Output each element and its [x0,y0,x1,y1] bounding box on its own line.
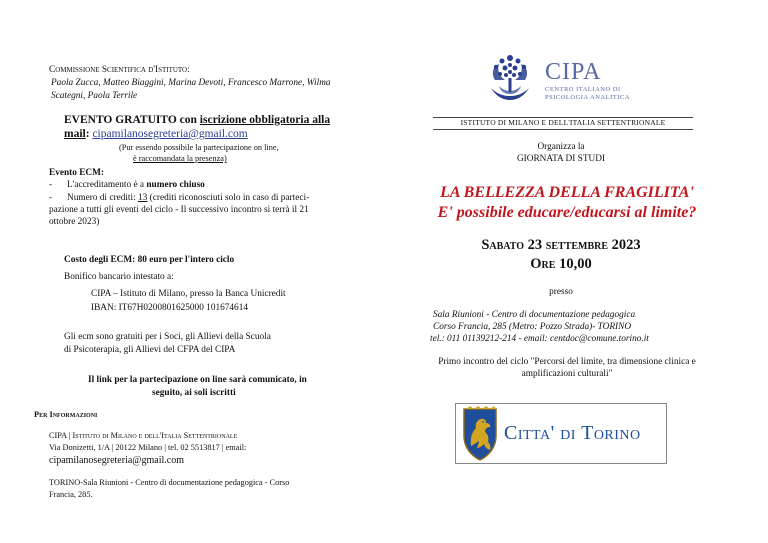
cipa-logo-acronym: CIPA [545,59,602,85]
event-free-text: EVENTO GRATUITO con [64,114,200,126]
ecm-bullet1 [67,179,205,192]
ecm-bullet2-line3: ottobre 2023) [49,217,100,227]
venue-contact-line: tel.: 011 01139212-214 - email: centdoc@comune.torino.it [430,334,649,344]
free-ecm-line2: di Psicoterapia, gli Allievi del CFPA del CIPA [64,345,236,355]
online-link-line1: Il link per la partecipazione on line sarà comunicato, in [88,375,307,385]
ecm-bullet2 [67,192,309,205]
cycle-line1: Primo incontro del ciclo "Percorsi del limite, tra dimensione clinica e [438,357,696,367]
event-date: Sabato 23 settembre 2023 [481,237,641,253]
ecm-bullet1-prefix: L'accreditamento è a [67,180,147,190]
info-email[interactable]: cipamilanosegreteria@gmail.com [49,455,184,466]
ecm-bullet2-prefix: Numero di crediti: [67,193,138,203]
iban-line: IBAN: IT67H0200801625000 101674614 [91,303,249,313]
committee-members-line2: Scategni, Paola Terrile [51,91,138,101]
online-link-line2: seguito, ai soli iscritti [152,388,236,398]
presence-note-line2: è raccomandata la presenza) [133,154,227,163]
event-registration-text: iscrizione obbligatoria alla [199,114,331,126]
info-venue-line2: Francia, 285. [49,490,93,499]
info-venue-line1: TORINO-Sala Riunioni - Centro di documentazione pedagogica - Corso [49,478,290,487]
cipa-tree-logo-icon [481,50,539,108]
ecm-bullet1-bold: numero chiuso [146,180,205,190]
study-day-label: GIORNATA DI STUDI [516,154,606,164]
event-title-line1: LA BELLEZZA DELLA FRAGILITA' [440,184,694,201]
venue-line1: Sala Riunioni - Centro di documentazione pedagogica [433,310,636,320]
header-bottom-divider [433,129,693,130]
ecm-bullet2-line2: pazione a tutti gli eventi del ciclo - Il successivo incontro si terrà il 21 [49,205,309,215]
torino-logo-text: Citta' di Torino [504,422,641,444]
ecm-credits-count: 13 [138,193,148,203]
mail-label: mail [64,128,86,140]
presence-note-line1: (Pur essendo possibile la partecipazione on line, [119,143,279,152]
cipa-logo-sub-line1: CENTRO ITALIANO DI [545,86,621,93]
ecm-title: Evento ECM: [49,168,105,178]
info-title: Per Informazioni [34,410,98,419]
mail-link[interactable]: cipamilanosegreteria@gmail.com [92,128,248,140]
event-title-line2: E' possibile educare/educarsi al limite? [437,204,697,221]
committee-title: Commissione Scientifica d'Istituto: [49,65,190,75]
event-mail-line [64,127,248,141]
ecm-bullet2-rest: (crediti riconosciuti solo in caso di parteci- [147,193,310,203]
committee-members-line1: Paola Zucca, Matteo Biaggini, Marina Devoti, Francesco Marrone, Wilma [51,78,331,88]
venue-line2: Corso Francia, 285 (Metro: Pozzo Strada)- TORINO [433,322,632,332]
event-time: Ore 10,00 [530,256,592,272]
event-free-line [64,113,330,127]
cipa-logo-sub-line2: PSICOLOGIA ANALITICA [545,94,630,101]
mail-separator: : [85,128,93,140]
bank-line: CIPA – Istituto di Milano, presso la Banca Unicredit [91,289,286,299]
torino-coat-of-arms-icon [458,406,502,462]
free-ecm-line1: Gli ecm sono gratuiti per i Soci, gli Allievi della Scuola [64,332,271,342]
cost-title: Costo degli ECM: 80 euro per l'intero ciclo [64,255,235,265]
institute-name: ISTITUTO DI MILANO E DELL'ITALIA SETTENTRIONALE [460,118,666,127]
ecm-bullet2-dash: - [49,193,53,203]
info-org-line: CIPA | Istituto di Milano e dell'Italia Settentrionale [49,431,238,440]
transfer-label: Bonifico bancario intestato a: [64,272,174,282]
presso-label: presso [549,287,573,297]
ecm-bullet1-dash: - [49,180,53,190]
organizes-label: Organizza la [537,142,585,152]
cycle-line2: amplificazioni culturali" [521,369,613,379]
info-address-line: Via Donizetti, 1/A | 20122 Milano | tel. 02 5513817 | email: [49,443,247,452]
